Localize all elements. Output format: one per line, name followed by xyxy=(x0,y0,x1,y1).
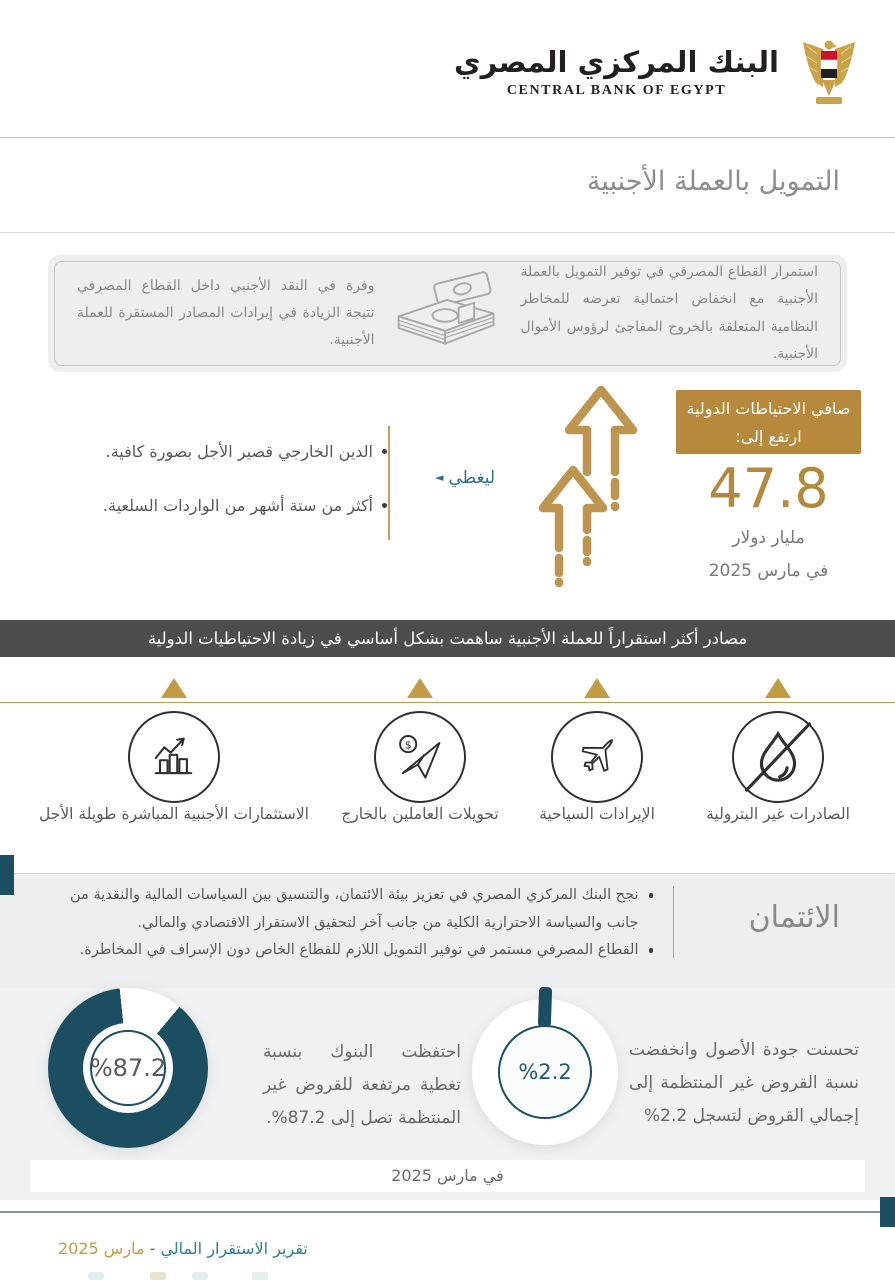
credit-bullet-1: نجح البنك المركزي المصري في تعزيز بيئة الائتمان، والتنسيق بين السياسات المالية والنقدية من جانب والسياسة الاحترازية الكلية من جانب آخر لتحقيق الاستقرار الاقتصادي والمالي. xyxy=(70,882,653,937)
sources-section xyxy=(0,657,895,855)
cut-off-mark xyxy=(252,1272,268,1280)
intro-left-text: وفرة في النقد الأجنبي داخل القطاع المصرفي نتيجة الزيادة في إيرادات المصادر المستقرة للعملة الأجنبية. xyxy=(77,277,375,349)
intro-box xyxy=(48,255,847,372)
cut-off-mark xyxy=(88,1272,104,1280)
header-gold-rule xyxy=(0,137,895,138)
cut-off-mark xyxy=(150,1272,166,1280)
paper-plane-dollar-icon xyxy=(374,711,466,803)
reserves-section xyxy=(0,378,895,620)
bullet-dot xyxy=(649,948,654,953)
triangle-marker xyxy=(584,678,610,698)
bullet-dot xyxy=(382,503,387,508)
covers-divider-line xyxy=(388,426,390,540)
growth-chart-icon xyxy=(128,711,220,803)
bottom-teal-square xyxy=(880,1197,895,1227)
intro-right-text: استمرار القطاع المصرفي في توفير التمويل بالعملة الأجنبية مع انخفاض احتمالية تعرضه للمخاطر النظامية المتعلقة بالخروج المفاجئ لرؤوس الأموال الأجنبية. xyxy=(520,263,818,362)
sources-banner: مصادر أكثر استقراراً للعملة الأجنبية ساهمت بشكل أساسي في زيادة الاحتياطيات الدولية xyxy=(0,620,895,657)
banknotes-stack-icon xyxy=(385,268,511,360)
npl-value: %2.2 xyxy=(498,1025,592,1119)
reserves-label-box: صافي الاحتياطات الدولية ارتفع إلى: xyxy=(676,390,861,454)
eagle-emblem-icon xyxy=(793,36,865,108)
bank-name-block xyxy=(454,45,779,100)
date-bar: في مارس 2025 xyxy=(30,1160,865,1192)
credit-top-line xyxy=(0,873,895,874)
triangle-marker xyxy=(161,678,187,698)
coverage-donut-hole xyxy=(83,1023,173,1113)
footer-report-title xyxy=(58,1239,308,1258)
bullet-dot xyxy=(382,449,387,454)
reserves-date: في مارس 2025 xyxy=(708,561,829,581)
left-pointer-icon: ◄ xyxy=(435,471,444,484)
title-divider xyxy=(0,232,895,233)
credit-gold-divider xyxy=(673,886,675,958)
source-label: الاستثمارات الأجنبية المباشرة طويلة الأجل xyxy=(39,805,309,823)
triangle-marker xyxy=(765,678,791,698)
source-label: تحويلات العاملين بالخارج xyxy=(341,805,499,823)
bullet-dot xyxy=(649,893,654,898)
sources-gold-line xyxy=(0,702,895,703)
npl-text: تحسنت جودة الأصول وانخفضت نسبة القروض غير المنتظمة إلى إجمالي القروض لتسجل 2.2% xyxy=(629,1040,859,1127)
footer-report-date: مارس 2025 xyxy=(58,1239,145,1258)
covers-label xyxy=(435,468,495,488)
bank-name-arabic: البنك المركزي المصري xyxy=(454,44,779,79)
stats-section xyxy=(0,988,895,1200)
footer-report-name: تقرير الاستقرار المالي - xyxy=(149,1239,308,1258)
reserves-unit: مليار دولار xyxy=(732,528,805,548)
bank-name-english: CENTRAL BANK OF EGYPT xyxy=(506,83,727,99)
credit-section xyxy=(0,855,895,988)
cut-off-mark xyxy=(192,1272,208,1280)
npl-slice-tick xyxy=(538,987,552,1027)
covers-label-text: ليغطي xyxy=(448,468,496,488)
coverage-donut-chart xyxy=(48,988,208,1148)
coverage-text: احتفظت البنوك بنسبة تغطية مرتفعة للقروض غير المنتظمة تصل إلى 87.2%. xyxy=(263,1042,461,1129)
airplane-icon xyxy=(551,711,643,803)
up-arrows-icon xyxy=(528,380,658,592)
page-title: التمويل بالعملة الأجنبية xyxy=(586,166,840,197)
triangle-marker xyxy=(407,678,433,698)
credit-bullet-2: القطاع المصرفي مستمر في توفير التمويل اللازم للقطاع الخاص دون الإسراف في المخاطرة. xyxy=(70,937,653,965)
covers-bullet-2: أكثر من ستة أشهر من الواردات السلعية. xyxy=(85,494,387,518)
credit-teal-square xyxy=(0,855,14,895)
cbe-logo xyxy=(454,36,865,108)
oil-drop-crossed-icon xyxy=(732,711,824,803)
svg-text:$: $ xyxy=(404,738,412,752)
npl-donut-chart xyxy=(472,999,618,1145)
source-label: الصادرات غير البترولية xyxy=(706,805,850,823)
bottom-teal-rule xyxy=(0,1211,895,1213)
source-label: الإيرادات السياحية xyxy=(539,805,655,823)
reserves-value: 47.8 xyxy=(708,457,829,520)
credit-bullets xyxy=(70,882,653,965)
credit-title: الائتمان xyxy=(748,900,840,935)
covers-bullet-1: الدين الخارجي قصير الأجل بصورة كافية. xyxy=(85,440,387,464)
coverage-value: %87.2 xyxy=(90,1030,166,1106)
covers-block xyxy=(85,422,530,562)
